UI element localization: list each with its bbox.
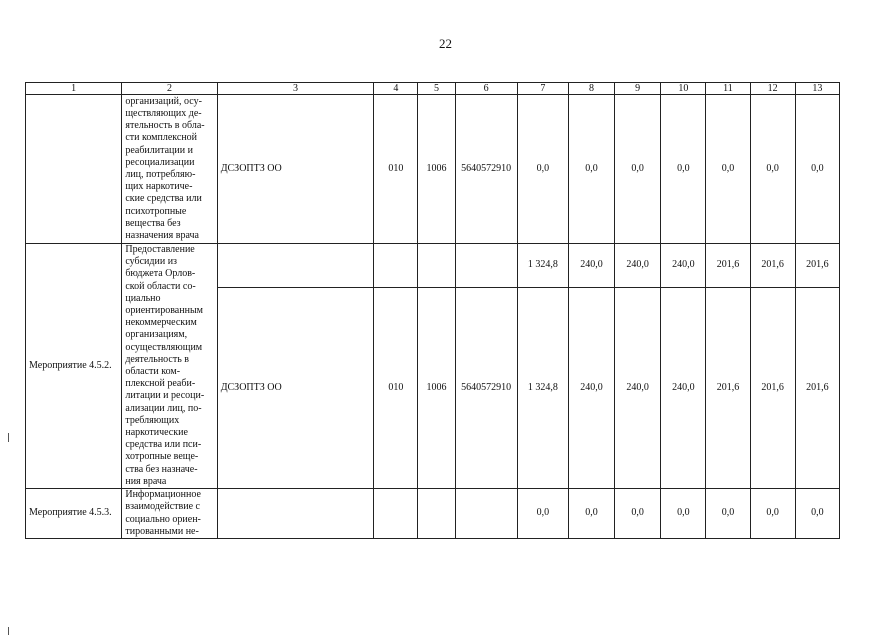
table-row xyxy=(26,244,840,288)
value-cell: 0,0 xyxy=(615,95,661,244)
description-line: ской области со- xyxy=(125,280,196,292)
code-cell: 1006 xyxy=(418,288,455,489)
description-line: назначения врача xyxy=(125,230,199,242)
event-cell: Мероприятие 4.5.3. xyxy=(26,489,122,539)
code-cell: 1006 xyxy=(418,95,455,244)
description-line: Информационное xyxy=(125,489,201,501)
description-line: сти комплексной xyxy=(125,132,198,144)
header-cell: 1 xyxy=(26,83,122,95)
value-cell: 0,0 xyxy=(661,95,706,244)
header-cell: 10 xyxy=(661,83,706,95)
value-cell: 0,0 xyxy=(568,95,614,244)
description-line: области ком- xyxy=(125,366,181,378)
value-cell: 0,0 xyxy=(706,95,750,244)
description-line: организаций, осу- xyxy=(125,95,202,107)
code-cell xyxy=(374,489,418,539)
value-cell: 0,0 xyxy=(795,95,839,244)
header-cell: 11 xyxy=(706,83,750,95)
description-line: ществляющих де- xyxy=(125,107,202,119)
description-line: литации и ресоци- xyxy=(125,390,205,402)
budget-table xyxy=(25,82,840,539)
description-line: ализации лиц, по- xyxy=(125,402,202,414)
header-cell: 3 xyxy=(217,83,374,95)
value-cell: 240,0 xyxy=(568,244,614,288)
description-line: деятельность в xyxy=(125,353,190,365)
description-cell xyxy=(122,95,217,244)
description-line: ориентированным xyxy=(125,305,203,317)
value-cell: 240,0 xyxy=(661,244,706,288)
executor-cell: ДСЗОПТЗ ОО xyxy=(217,288,374,489)
page-number: 22 xyxy=(439,36,452,51)
description-line: организациям, xyxy=(125,329,188,341)
header-row xyxy=(26,83,840,95)
description-line: ские средства или xyxy=(125,193,202,205)
value-cell: 240,0 xyxy=(661,288,706,489)
header-cell: 8 xyxy=(568,83,614,95)
scan-mark xyxy=(8,433,9,442)
code-cell xyxy=(455,244,517,288)
description-line: ства без назначе- xyxy=(125,463,198,475)
description-line: лиц, потребляю- xyxy=(125,169,196,180)
description-line: Предоставление xyxy=(125,244,195,255)
header-cell: 2 xyxy=(122,83,217,95)
description-line: циально xyxy=(125,292,161,304)
scan-mark xyxy=(8,627,9,635)
description-line: хотропные веще- xyxy=(125,451,199,463)
description-line: осуществляющим xyxy=(125,341,203,353)
description-line: щих наркотиче- xyxy=(125,181,193,193)
description-line: средства или пси- xyxy=(125,439,202,451)
description-line: требляющих xyxy=(125,414,180,426)
value-cell: 0,0 xyxy=(661,489,706,539)
executor-cell xyxy=(217,489,374,539)
description-line: социально ориен- xyxy=(125,513,201,525)
value-cell: 0,0 xyxy=(568,489,614,539)
header-cell: 13 xyxy=(795,83,839,95)
code-cell: 5640572910 xyxy=(455,95,517,244)
description-line: бюджета Орлов- xyxy=(125,268,196,280)
value-cell: 0,0 xyxy=(795,489,839,539)
event-cell xyxy=(26,95,122,244)
value-cell: 201,6 xyxy=(795,288,839,489)
value-cell: 0,0 xyxy=(706,489,750,539)
value-cell: 240,0 xyxy=(568,288,614,489)
value-cell: 0,0 xyxy=(517,489,568,539)
description-line: ресоциализации xyxy=(125,156,195,168)
description-line: тированными не- xyxy=(125,525,199,537)
value-cell: 201,6 xyxy=(750,244,795,288)
value-cell: 1 324,8 xyxy=(517,288,568,489)
code-cell: 010 xyxy=(374,95,418,244)
value-cell: 201,6 xyxy=(750,288,795,489)
value-cell: 201,6 xyxy=(706,288,750,489)
description-line: ния врача xyxy=(125,475,167,487)
table-row xyxy=(26,95,840,244)
value-cell: 240,0 xyxy=(615,288,661,489)
header-cell: 4 xyxy=(374,83,418,95)
value-cell: 1 324,8 xyxy=(517,244,568,288)
description-line: плексной реаби- xyxy=(125,378,196,390)
value-cell: 201,6 xyxy=(795,244,839,288)
code-cell xyxy=(374,244,418,288)
value-cell: 201,6 xyxy=(706,244,750,288)
value-cell: 0,0 xyxy=(615,489,661,539)
description-cell xyxy=(122,489,217,539)
header-cell: 6 xyxy=(455,83,517,95)
code-cell: 5640572910 xyxy=(455,288,517,489)
description-line: некоммерческим xyxy=(125,317,197,329)
code-cell xyxy=(418,244,455,288)
header-cell: 7 xyxy=(517,83,568,95)
code-cell: 010 xyxy=(374,288,418,489)
description-line: вещества без xyxy=(125,217,181,229)
description-line: реабилитации и xyxy=(125,144,193,156)
code-cell xyxy=(418,489,455,539)
description-line: наркотические xyxy=(125,427,188,439)
value-cell: 0,0 xyxy=(750,489,795,539)
value-cell: 0,0 xyxy=(750,95,795,244)
description-line: взаимодействие с xyxy=(125,501,200,513)
description-line: ятельность в обла- xyxy=(125,120,205,132)
table-row xyxy=(26,489,840,539)
description-cell xyxy=(122,244,217,489)
executor-cell xyxy=(217,244,374,288)
description-line: психотропные xyxy=(125,205,187,217)
code-cell xyxy=(455,489,517,539)
description-line: субсидии из xyxy=(125,256,177,268)
header-cell: 12 xyxy=(750,83,795,95)
executor-cell: ДСЗОПТЗ ОО xyxy=(217,95,374,244)
value-cell: 240,0 xyxy=(615,244,661,288)
header-cell: 5 xyxy=(418,83,455,95)
value-cell: 0,0 xyxy=(517,95,568,244)
header-cell: 9 xyxy=(615,83,661,95)
event-cell: Мероприятие 4.5.2. xyxy=(26,244,122,489)
